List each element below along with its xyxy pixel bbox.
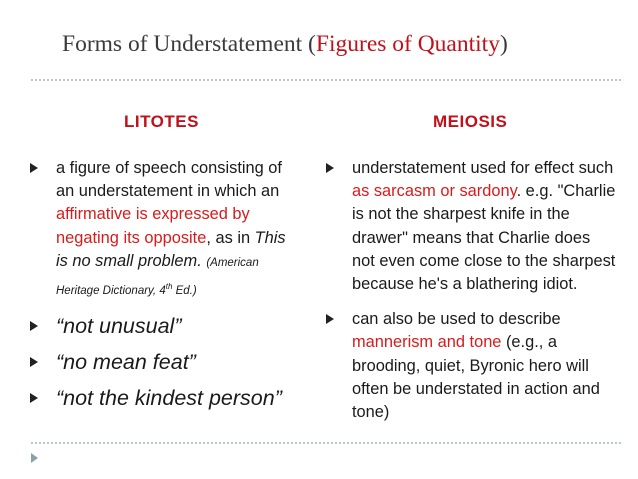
litotes-column	[30, 157, 292, 413]
bullet-arrow-icon	[30, 357, 38, 367]
bullet-arrow-icon	[30, 393, 38, 403]
list-item: “not unusual”	[30, 311, 292, 341]
corner-arrow-icon	[31, 453, 38, 463]
meiosis-usage: can also be used to describe mannerism and tone (e.g., a brooding, quiet, Byronic hero will often be understated in action and tone)	[326, 308, 616, 424]
meiosis-highlight: as sarcasm or sardony	[352, 182, 517, 201]
litotes-example-text: This is no small problem.	[56, 228, 286, 270]
meiosis-column	[326, 157, 616, 424]
bottom-divider	[31, 442, 621, 444]
bullet-arrow-icon	[326, 314, 334, 324]
bullet-arrow-icon	[30, 163, 38, 173]
title-accent: Figures of Quantity	[315, 31, 500, 57]
bullet-arrow-icon	[326, 163, 334, 173]
bullet-arrow-icon	[30, 321, 38, 331]
meiosis-heading: MEIOSIS	[433, 112, 508, 131]
litotes-definition: a figure of speech consisting of an understatement in which an affirmative is expressed by negating its opposite, as in This is no small problem. (American Heritage Dictionary, 4th Ed.)	[30, 157, 292, 303]
top-divider	[31, 79, 621, 81]
list-item: “not the kindest person”	[30, 383, 292, 413]
litotes-heading: LITOTES	[124, 112, 199, 131]
mannerism-highlight: mannerism and tone	[352, 333, 502, 352]
litotes-highlight: affirmative is expressed by negating its opposite	[56, 205, 250, 247]
title-suffix: )	[499, 31, 508, 57]
list-item: “no mean feat”	[30, 347, 292, 377]
title-prefix: Forms of Understatement (	[62, 31, 316, 57]
citation: (American Heritage Dictionary, 4th Ed.)	[56, 256, 259, 297]
meiosis-definition: understatement used for effect such as sarcasm or sardony. e.g. "Charlie is not the sharpest knife in the drawer" means that Charlie does not even come close to the sharpest because he's a blathering idiot.	[326, 157, 616, 296]
slide-title	[62, 31, 622, 58]
